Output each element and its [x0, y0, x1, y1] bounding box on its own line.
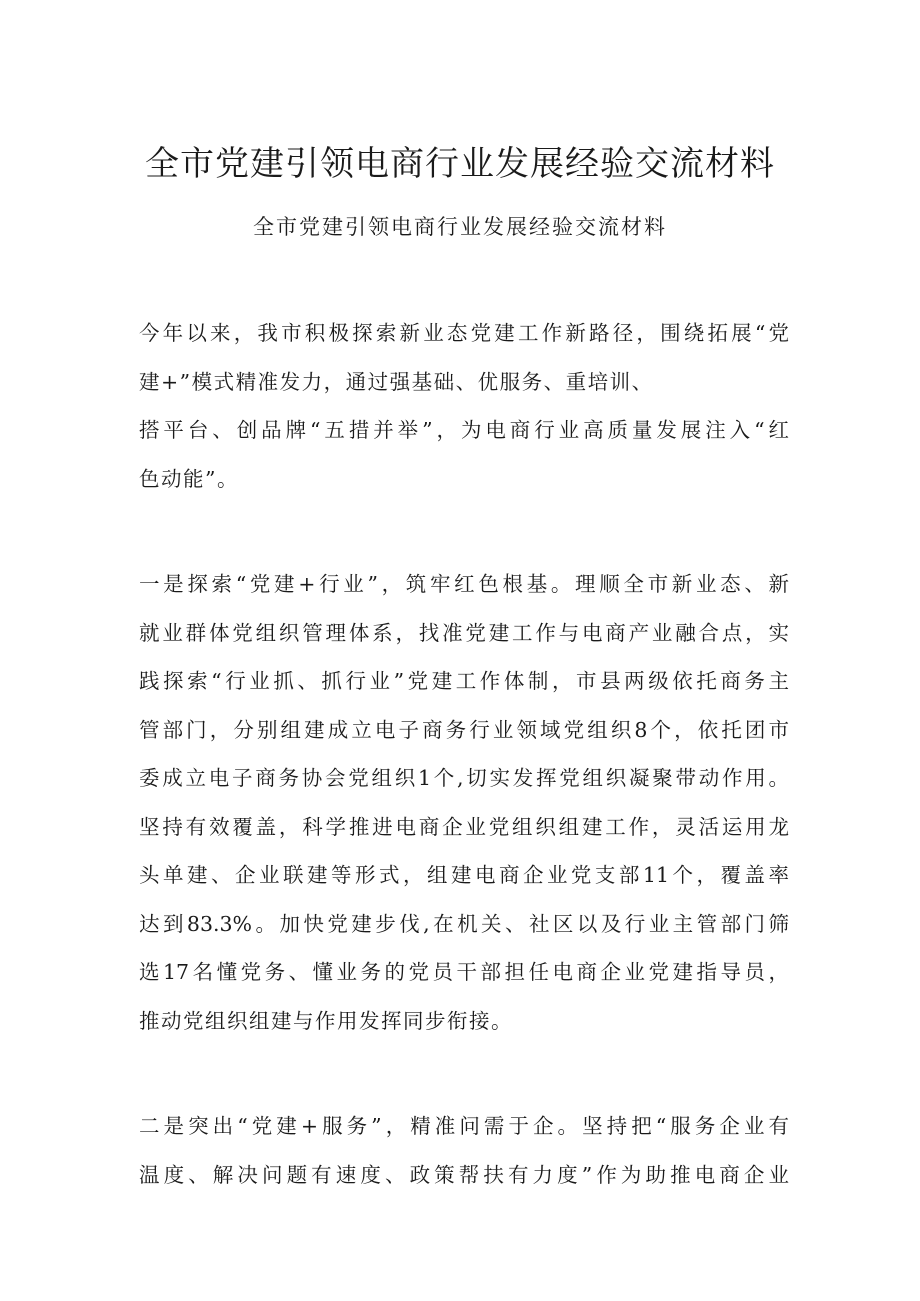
paragraph-line: 践探索“行业抓、抓行业”党建工作体制，市县两级依托商务主: [139, 669, 789, 693]
paragraph-line: 色动能”。: [139, 466, 239, 491]
paragraph-intro: [139, 309, 789, 503]
paragraph-line: 一是探索“党建+行业”，筑牢红色根基。理顺全市新业态、新: [139, 572, 789, 596]
paragraph-line: 管部门，分别组建成立电子商务行业领域党组织8个，依托团市: [139, 717, 789, 742]
document-title: 全市党建引领电商行业发展经验交流材料: [145, 144, 775, 184]
paragraph-line: 选17名懂党务、懂业务的党员干部担任电商企业党建指导员，: [139, 960, 789, 984]
paragraph-line: 推动党组织组建与作用发挥同步衔接。: [139, 1008, 513, 1033]
paragraph-line: 委成立电子商务协会党组织1个,切实发挥党组织凝聚带动作用。: [139, 766, 789, 790]
paragraph-point-one: [139, 560, 789, 1045]
paragraph-line: 今年以来，我市积极探索新业态党建工作新路径，围绕拓展“党: [139, 321, 789, 345]
paragraph-line: 搭平台、创品牌“五措并举”，为电商行业高质量发展注入“红: [139, 418, 789, 442]
paragraph-line: 坚持有效覆盖，科学推进电商企业党组织组建工作，灵活运用龙: [139, 814, 789, 839]
document-subtitle: 全市党建引领电商行业发展经验交流材料: [253, 215, 667, 239]
paragraph-line: 就业群体党组织管理体系，找准党建工作与电商产业融合点，实: [139, 620, 789, 645]
paragraph-point-two: [139, 1102, 789, 1199]
paragraph-line: 二是突出“党建+服务”，精准问需于企。坚持把“服务企业有: [139, 1114, 789, 1138]
paragraph-line: 温度、解决问题有速度、政策帮扶有力度”作为助推电商企业: [139, 1162, 789, 1187]
paragraph-line: 头单建、企业联建等形式，组建电商企业党支部11个，覆盖率: [139, 863, 789, 887]
paragraph-line: 达到83.3%。加快党建步伐,在机关、社区以及行业主管部门筛: [139, 911, 789, 936]
paragraph-line: 建+”模式精准发力，通过强基础、优服务、重培训、: [139, 369, 654, 394]
